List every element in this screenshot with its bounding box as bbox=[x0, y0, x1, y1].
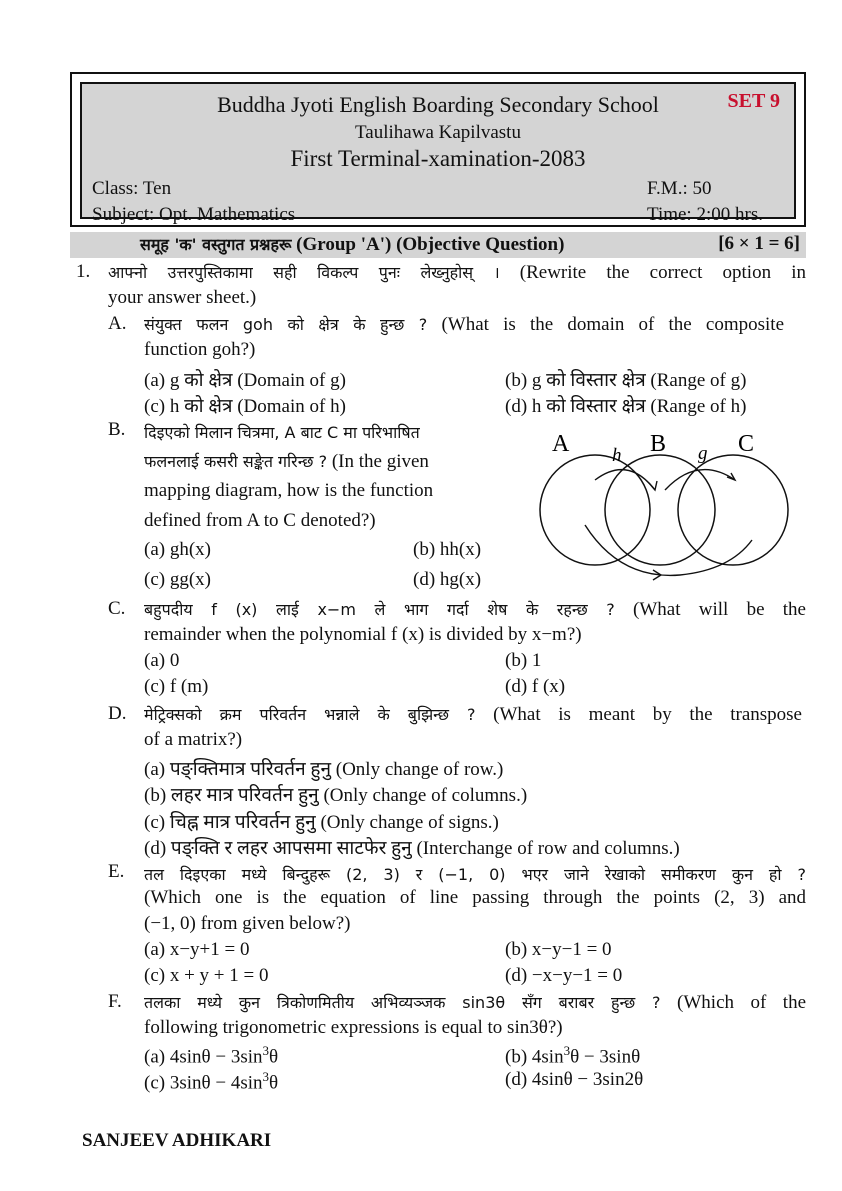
subquestion-b-line4: defined from A to C denoted?) bbox=[144, 510, 376, 531]
subquestion-d-option-c: (c) चिह्न मात्र परिवर्तन हुनु (Only change of signs.) bbox=[144, 812, 499, 833]
exam-header bbox=[70, 72, 806, 227]
group-title-np: समूह 'क' वस्तुगत प्रश्नहरू bbox=[140, 235, 292, 254]
subquestion-f-letter: F. bbox=[108, 991, 122, 1012]
subquestion-d-np: मेट्रिक्सको क्रम परिवर्तन भन्नाले के बुझिन्छ ? bbox=[144, 705, 476, 724]
set-label: SET 9 bbox=[727, 90, 780, 112]
class-subject-block bbox=[92, 176, 295, 228]
subquestion-b-line3: mapping diagram, how is the function bbox=[144, 480, 434, 501]
subquestion-a-letter: A. bbox=[108, 313, 127, 334]
question-instruction-np: आफ्नो उत्तरपुस्तिकामा सही विकल्प पुनः लेख्नुहोस् । bbox=[108, 263, 500, 282]
subquestion-c-line1 bbox=[144, 598, 806, 621]
question-instruction-line2: your answer sheet.) bbox=[108, 287, 257, 308]
group-marks: [6 × 1 = 6] bbox=[718, 233, 800, 254]
subquestion-f-option-b bbox=[505, 1043, 640, 1068]
subquestion-b-option-d: (d) hg(x) bbox=[413, 569, 482, 590]
subquestion-b-letter: B. bbox=[108, 419, 126, 440]
subquestion-a-option-a: (a) g को क्षेत्र (Domain of g) bbox=[144, 370, 346, 391]
subquestion-d-letter: D. bbox=[108, 703, 127, 724]
subquestion-a-option-b: (b) g को विस्तार क्षेत्र (Range of g) bbox=[505, 370, 747, 391]
subquestion-e-line1: तल दिइएका मध्ये बिन्दुहरू (2, 3) र (−1, 0) भएर जाने रेखाको समीकरण कुन हो ? bbox=[144, 865, 806, 884]
option-a-exponent: 3 bbox=[262, 1043, 269, 1058]
option-a-text-end: θ bbox=[269, 1046, 279, 1068]
subquestion-b-option-c: (c) gg(x) bbox=[144, 569, 211, 590]
subquestion-c-letter: C. bbox=[108, 598, 126, 619]
subquestion-b-np: फलनलाई कसरी सङ्केत गरिन्छ ? bbox=[144, 452, 328, 471]
exam-header-inner bbox=[80, 82, 796, 225]
set-a-label: A bbox=[552, 431, 570, 457]
subquestion-c-option-b: (b) 1 bbox=[505, 650, 542, 671]
subquestion-d-option-d: (d) पङ्क्ति र लहर आपसमा साटफेर हुनु (Interchange of row and columns.) bbox=[144, 838, 680, 859]
option-b-text-end: θ − 3sinθ bbox=[570, 1046, 641, 1068]
mapping-diagram bbox=[530, 425, 800, 590]
school-name: Buddha Jyoti English Boarding Secondary School bbox=[217, 92, 659, 117]
subquestion-a-option-c: (c) h को क्षेत्र (Domain of h) bbox=[144, 396, 346, 417]
arrow-h-head bbox=[649, 481, 657, 490]
subquestion-e-option-c: (c) x + y + 1 = 0 bbox=[144, 965, 269, 986]
arrow-h bbox=[595, 470, 655, 490]
subquestion-a-option-d: (d) h को विस्तार क्षेत्र (Range of h) bbox=[505, 396, 747, 417]
subquestion-d-option-b: (b) लहर मात्र परिवर्तन हुनु (Only change of columns.) bbox=[144, 785, 528, 806]
subquestion-f-option-d: (d) 4sinθ − 3sin2θ bbox=[505, 1069, 644, 1090]
set-b-label: B bbox=[650, 431, 667, 457]
subquestion-b-line2 bbox=[144, 450, 429, 473]
subquestion-c-option-a: (a) 0 bbox=[144, 650, 180, 671]
subquestion-e-option-d: (d) −x−y−1 = 0 bbox=[505, 965, 623, 986]
question-number: 1. bbox=[76, 261, 91, 282]
option-b-exponent: 3 bbox=[563, 1043, 571, 1058]
subquestion-d-option-a: (a) पङ्क्तिमात्र परिवर्तन हुनु (Only change of row.) bbox=[144, 759, 504, 780]
set-c-label: C bbox=[738, 431, 755, 457]
group-title-en: (Group 'A') (Objective Question) bbox=[291, 234, 565, 255]
subquestion-f-np: तलका मध्ये कुन त्रिकोणमितीय अभिव्यञ्जक sin3θ सँग बराबर हुन्छ ? bbox=[144, 993, 661, 1012]
subquestion-c-np: बहुपदीय f (x) लाई x−m ले भाग गर्दा शेष के रहन्छ ? bbox=[144, 600, 615, 619]
subquestion-e-line3: (−1, 0) from given below?) bbox=[144, 913, 351, 934]
marks-time-block bbox=[647, 176, 763, 228]
subquestion-c-line2: remainder when the polynomial f (x) is divided by x−m?) bbox=[144, 624, 582, 645]
subquestion-d-line2: of a matrix?) bbox=[144, 729, 243, 750]
full-marks-label: F.M.: 50 bbox=[647, 178, 712, 199]
subquestion-c-option-d: (d) f (x) bbox=[505, 676, 566, 697]
subquestion-e-option-a: (a) x−y+1 = 0 bbox=[144, 939, 250, 960]
subquestion-b-line1: दिइएको मिलान चित्रमा, A बाट C मा परिभाषित bbox=[144, 423, 420, 442]
subquestion-b-option-b: (b) hh(x) bbox=[413, 539, 482, 560]
class-label: Class: Ten bbox=[92, 178, 172, 199]
subquestion-e-line2: (Which one is the equation of line passing through the points (2, 3) and bbox=[144, 887, 806, 908]
subquestion-c-option-c: (c) f (m) bbox=[144, 676, 209, 697]
subquestion-c-en: (What will be the bbox=[614, 599, 806, 620]
subquestion-d-line1 bbox=[144, 703, 802, 726]
subquestion-b-en: (In the given bbox=[327, 451, 429, 472]
subquestion-e-letter: E. bbox=[108, 861, 125, 882]
group-title bbox=[140, 233, 564, 256]
function-h-label: h bbox=[612, 445, 622, 466]
subquestion-f-line2: following trigonometric expressions is equal to sin3θ?) bbox=[144, 1017, 563, 1038]
subquestion-e-option-b: (b) x−y−1 = 0 bbox=[505, 939, 612, 960]
question-instruction-line1 bbox=[108, 261, 806, 284]
function-g-label: g bbox=[698, 443, 708, 464]
subquestion-f-line1 bbox=[144, 991, 806, 1014]
option-c-text: (c) 3sinθ − 4sin bbox=[144, 1072, 263, 1094]
subquestion-a-line2: function goh?) bbox=[144, 339, 256, 360]
option-c-exponent: 3 bbox=[262, 1069, 269, 1084]
subquestion-b-option-a: (a) gh(x) bbox=[144, 539, 211, 560]
option-c-text-end: θ bbox=[269, 1072, 279, 1094]
subquestion-a-line1 bbox=[144, 313, 784, 336]
subject-label: Subject: Opt. Mathematics bbox=[92, 204, 296, 225]
time-label: Time: 2:00 hrs. bbox=[647, 204, 763, 225]
subquestion-f-option-c bbox=[144, 1069, 278, 1094]
subquestion-d-en: (What is meant by the transpose bbox=[475, 704, 802, 725]
author-name: SANJEEV ADHIKARI bbox=[82, 1130, 272, 1151]
subquestion-a-np: संयुक्त फलन goh को क्षेत्र के हुन्छ ? bbox=[144, 315, 428, 334]
subquestion-f-option-a bbox=[144, 1043, 278, 1068]
group-heading-bar bbox=[70, 232, 806, 258]
exam-title: First Terminal-xamination-2083 bbox=[290, 146, 586, 171]
school-location: Taulihawa Kapilvastu bbox=[355, 122, 521, 143]
option-a-text: (a) 4sinθ − 3sin bbox=[144, 1046, 263, 1068]
subquestion-f-en: (Which of the bbox=[660, 992, 806, 1013]
subquestion-a-en: (What is the domain of the composite bbox=[427, 314, 784, 335]
question-instruction-en: (Rewrite the correct option in bbox=[499, 262, 806, 283]
option-b-text: (b) 4sin bbox=[505, 1046, 564, 1068]
set-b-circle bbox=[605, 455, 715, 565]
